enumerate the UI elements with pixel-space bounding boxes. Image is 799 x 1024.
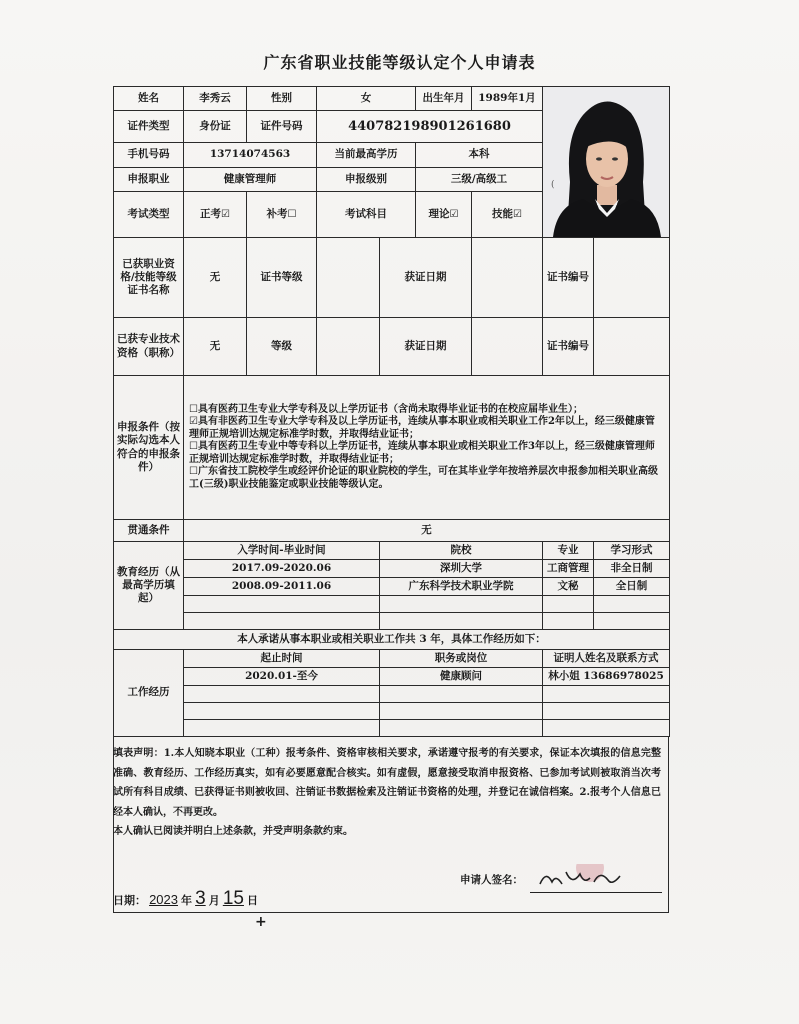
vocational-value: 无 [184, 238, 247, 318]
edu-header-time: 入学时间-毕业时间 [184, 542, 380, 560]
edu-empty [594, 613, 670, 630]
table-row [114, 668, 670, 686]
work-empty [543, 703, 670, 720]
edu-mode: 全日制 [594, 578, 670, 596]
edu-empty [380, 613, 543, 630]
date-day: 15 [222, 888, 244, 909]
date-field[interactable] [113, 888, 258, 910]
work-empty [184, 703, 380, 720]
subject-label: 考试科目 [317, 191, 416, 237]
work-label: 工作经历 [114, 650, 184, 737]
frame-border-bottom [113, 912, 669, 913]
work-empty [184, 720, 380, 737]
work-header-row [114, 650, 670, 668]
condition-item [189, 441, 664, 466]
table-row [114, 596, 670, 613]
tech-issue-value [472, 318, 543, 376]
gender-label: 性别 [247, 87, 317, 111]
name-value: 李秀云 [184, 87, 247, 111]
condition-item [189, 404, 664, 417]
edu-empty [380, 596, 543, 613]
work-position: 健康顾问 [380, 668, 543, 686]
date-year-unit: 年 [181, 895, 193, 907]
conditions-label: 申报条件（按实际勾选本人符合的申报条件） [114, 376, 184, 520]
vocational-label: 已获职业资格/技能等级证书名称 [114, 238, 184, 318]
signature-label: 申请人签名： [460, 874, 523, 886]
application-form [113, 86, 670, 737]
date-month-unit: 月 [208, 895, 220, 907]
tech-issue-label: 获证日期 [380, 318, 472, 376]
edu-empty [594, 596, 670, 613]
condition-item [189, 416, 664, 441]
tech-no-value [594, 318, 670, 376]
exam-regular-checkbox[interactable]: ☑ [221, 208, 230, 220]
condition-checkbox-2[interactable]: ☑ [189, 416, 198, 428]
conditions-list [184, 376, 670, 520]
edu-header-row [114, 542, 670, 560]
condition-checkbox-1[interactable]: ☐ [189, 403, 198, 415]
edu-school: 广东科学技术职业学院 [380, 578, 543, 596]
level-label: 申报级别 [317, 167, 416, 191]
birth-label: 出生年月 [416, 87, 472, 111]
condition-text-3: 具有医药卫生专业中等专科以上学历证书，连续从事本职业或相关职业工作3年以上，经三级健康管理师正规培训达规定标准学时数，并取得结业证书； [189, 441, 655, 465]
date-label: 日期： [113, 895, 146, 907]
birth-value: 1989年1月 [472, 87, 543, 111]
subject-skill [472, 191, 543, 237]
signature-field[interactable] [530, 864, 662, 893]
edu-label: 当前最高学历 [317, 143, 416, 167]
edu-time: 2008.09-2011.06 [184, 578, 380, 596]
work-empty [184, 686, 380, 703]
idno-value: 440782198901261680 [317, 111, 543, 143]
table-row [114, 703, 670, 720]
edu-empty [543, 613, 594, 630]
table-row [114, 560, 670, 578]
declaration [113, 744, 661, 842]
subject-theory-checkbox[interactable]: ☑ [449, 208, 459, 220]
row-name [114, 87, 670, 111]
exam-makeup [247, 191, 317, 237]
row-vocational-cert [114, 238, 670, 318]
subject-theory-label: 理论 [428, 207, 450, 220]
subject-theory [416, 191, 472, 237]
work-empty [380, 703, 543, 720]
condition-text-4: 广东省技工院校学生或经评价论证的职业院校的学生，可在其毕业学年按培养层次申报参加相关职业高级工(三级)职业技能鉴定或职业技能等级认定。 [189, 466, 658, 490]
level-value: 三级/高级工 [416, 167, 543, 191]
table-row [114, 686, 670, 703]
condition-checkbox-3[interactable]: ☐ [189, 441, 198, 453]
form-title: 广东省职业技能等级认定个人申请表 [263, 53, 536, 72]
date-day-unit: 日 [247, 895, 259, 907]
edu-major: 工商管理 [543, 560, 594, 578]
condition-item [189, 466, 664, 491]
applicant-photo [543, 87, 669, 237]
work-header-witness: 证明人姓名及联系方式 [543, 650, 670, 668]
edu-mode: 非全日制 [594, 560, 670, 578]
cert-level-value [317, 238, 380, 318]
work-empty [380, 720, 543, 737]
grade-value [317, 318, 380, 376]
declaration-confirm: 本人确认已阅读并明白上述条款，并受声明条款约束。 [113, 826, 353, 837]
row-through [114, 520, 670, 542]
photo-corner-mark: ( [551, 180, 555, 190]
phone-value: 13714074563 [184, 143, 317, 167]
work-header-position: 职务或岗位 [380, 650, 543, 668]
gender-value: 女 [317, 87, 416, 111]
declaration-text: 填表声明：1.本人知晓本职业（工种）报考条件、资格审核相关要求，承诺遵守报考的有关要求，保证本次填报的信息完整准确、教育经历、工作经历真实，如有必要愿意配合核实。如有虚假，愿意接受取消申报资格、已参加考试则被取消当次考试所有科目成绩、已获得证书则被收回、注销证书数据检索及注销证书资格的处理，并登记在诚信档案。2.报考个人信息已经本人确认，不再更改。 [113, 748, 661, 818]
edu-time: 2017.09-2020.06 [184, 560, 380, 578]
idtype-label: 证件类型 [114, 111, 184, 143]
cert-no-label: 证书编号 [543, 238, 594, 318]
exam-makeup-checkbox[interactable]: ☐ [287, 208, 297, 220]
edu-header-mode: 学习形式 [594, 542, 670, 560]
exam-regular-label: 正考 [200, 207, 222, 220]
edu-school: 深圳大学 [380, 560, 543, 578]
portrait-image [543, 87, 669, 237]
row-tech-title [114, 318, 670, 376]
edu-empty [543, 596, 594, 613]
job-value: 健康管理师 [184, 167, 317, 191]
tech-no-label: 证书编号 [543, 318, 594, 376]
condition-text-2: 具有非医药卫生专业大学专科及以上学历证书，连续从事本职业或相关职业工作2年以上，经三级健康管理师正规培训达规定标准学时数，并取得结业证书； [189, 416, 655, 440]
condition-checkbox-4[interactable]: ☐ [189, 466, 198, 478]
grade-label: 等级 [247, 318, 317, 376]
edu-header-major: 专业 [543, 542, 594, 560]
idtype-value: 身份证 [184, 111, 247, 143]
idno-label: 证件号码 [247, 111, 317, 143]
date-year: 2023 [149, 892, 178, 907]
date-month: 3 [195, 888, 206, 909]
table-row [114, 578, 670, 596]
condition-text-1: 具有医药卫生专业大学专科及以上学历证书（含尚未取得毕业证书的在校应届毕业生）； [197, 403, 583, 415]
through-value: 无 [184, 520, 670, 542]
name-label: 姓名 [114, 87, 184, 111]
table-row [114, 720, 670, 737]
work-promise-row [114, 630, 670, 650]
frame-border-right [668, 736, 669, 913]
issue-date-label: 获证日期 [380, 238, 472, 318]
issue-date-value [472, 238, 543, 318]
work-witness: 林小姐 13686978025 [543, 668, 670, 686]
cert-no-value [594, 238, 670, 318]
edu-header-school: 院校 [380, 542, 543, 560]
exam-makeup-label: 补考 [266, 207, 288, 220]
tech-label: 已获专业技术资格（职称） [114, 318, 184, 376]
edu-empty [184, 613, 380, 630]
work-time: 2020.01-至今 [184, 668, 380, 686]
signature-image [530, 864, 662, 892]
crosshair-mark: + [255, 914, 267, 930]
tech-value: 无 [184, 318, 247, 376]
examtype-label: 考试类型 [114, 191, 184, 237]
subject-skill-checkbox[interactable]: ☑ [513, 208, 522, 220]
edu-value: 本科 [416, 143, 543, 167]
work-promise: 本人承诺从事本职业或相关职业工作共 3 年，具体工作经历如下： [114, 630, 670, 650]
phone-label: 手机号码 [114, 143, 184, 167]
subject-skill-label: 技能 [492, 207, 514, 220]
table-row [114, 613, 670, 630]
cert-level-label: 证书等级 [247, 238, 317, 318]
work-empty [543, 686, 670, 703]
work-empty [543, 720, 670, 737]
edu-major: 文秘 [543, 578, 594, 596]
work-header-time: 起止时间 [184, 650, 380, 668]
exam-regular [184, 191, 247, 237]
edu-empty [184, 596, 380, 613]
through-label: 贯通条件 [114, 520, 184, 542]
education-label: 教育经历（从最高学历填起） [114, 542, 184, 630]
work-empty [380, 686, 543, 703]
photo-cell [543, 87, 670, 238]
job-label: 申报职业 [114, 167, 184, 191]
row-conditions [114, 376, 670, 520]
